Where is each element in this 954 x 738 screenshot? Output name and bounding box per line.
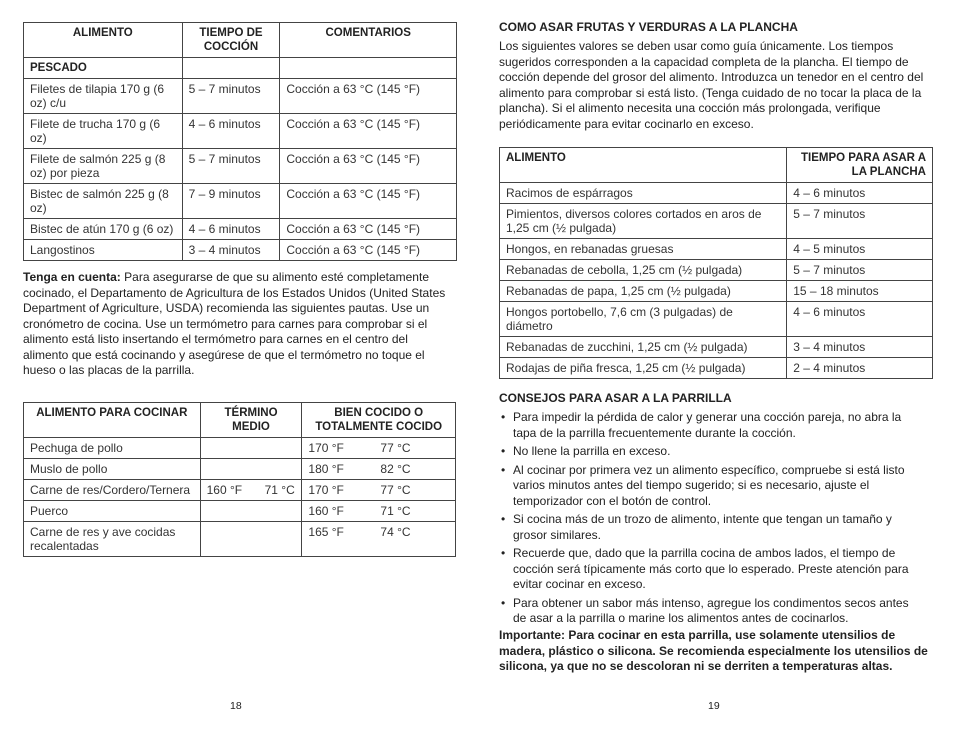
food-cell: Pechuga de pollo bbox=[24, 438, 201, 459]
tip-item: • No llene la parrilla en exceso. bbox=[499, 444, 921, 460]
well-done-temp-cell: 160 °F 71 °C bbox=[302, 501, 456, 522]
table-cell: 5 – 7 minutos bbox=[787, 204, 933, 239]
table-cell: 4 – 6 minutos bbox=[787, 302, 933, 337]
tips-list bbox=[499, 410, 921, 630]
table-cell: Rebanadas de cebolla, 1,25 cm (½ pulgada) bbox=[500, 260, 787, 281]
table-cell: Cocción a 63 °C (145 °F) bbox=[280, 149, 457, 184]
table-cell: Filete de salmón 225 g (8 oz) por pieza bbox=[24, 149, 183, 184]
table-cell: Bistec de salmón 225 g (8 oz) bbox=[24, 184, 183, 219]
column-header: ALIMENTO bbox=[24, 23, 183, 58]
table-cell: Rebanadas de papa, 1,25 cm (½ pulgada) bbox=[500, 281, 787, 302]
table-cell: 5 – 7 minutos bbox=[787, 260, 933, 281]
food-cell: Puerco bbox=[24, 501, 201, 522]
meat-temperature-table bbox=[23, 402, 456, 557]
tip-item: • Recuerde que, dado que la parrilla cocina de ambos lados, el tiempo de cocción será típicamente más corto que lo esperado. Preste atención para evitar cocinar en exceso. bbox=[499, 546, 921, 593]
food-cell: Muslo de pollo bbox=[24, 459, 201, 480]
table-cell: 4 – 6 minutos bbox=[787, 183, 933, 204]
table-cell: 4 – 6 minutos bbox=[182, 114, 280, 149]
veg-grilling-table bbox=[499, 147, 933, 379]
table-cell: Cocción a 63 °C (145 °F) bbox=[280, 79, 457, 114]
table-cell: Bistec de atún 170 g (6 oz) bbox=[24, 219, 183, 240]
medium-temp-cell bbox=[200, 459, 302, 480]
tip-item: • Al cocinar por primera vez un alimento específico, compruebe si está listo varios minutos antes del tiempo sugerido; si es necesario, ajuste el temporizador con el botón de control. bbox=[499, 463, 921, 510]
table-cell: Cocción a 63 °C (145 °F) bbox=[280, 240, 457, 261]
medium-temp-cell: 160 °F 71 °C bbox=[200, 480, 302, 501]
tip-item: • Para obtener un sabor más intenso, agregue los condimentos secos antes de asar a la parrilla o marine los alimentos antes de cocinarlos. bbox=[499, 596, 921, 627]
table-cell: Hongos portobello, 7,6 cm (3 pulgadas) de diámetro bbox=[500, 302, 787, 337]
column-header: ALIMENTO PARA COCINAR bbox=[24, 403, 201, 438]
tip-item: • Si cocina más de un trozo de alimento, intente que tengan un tamaño y grosor similares. bbox=[499, 512, 921, 543]
table-cell: Pimientos, diversos colores cortados en aros de 1,25 cm (½ pulgada) bbox=[500, 204, 787, 239]
table-cell: Cocción a 63 °C (145 °F) bbox=[280, 184, 457, 219]
note-label: Tenga en cuenta: bbox=[23, 270, 121, 284]
tips-heading: CONSEJOS PARA ASAR A LA PARRILLA bbox=[499, 391, 732, 405]
table-cell: Hongos, en rebanadas gruesas bbox=[500, 239, 787, 260]
medium-temp-cell bbox=[200, 501, 302, 522]
column-header: TÉRMINO MEDIO bbox=[200, 403, 302, 438]
important-note: Importante: Para cocinar en esta parrilla, use solamente utensilios de madera, plástico o silicona. Se recomienda especialmente los utensilios de silicona, ya que no se descoloran ni se derriten a temperaturas altas. bbox=[499, 628, 928, 673]
table-cell: Rebanadas de zucchini, 1,25 cm (½ pulgada) bbox=[500, 337, 787, 358]
table-cell: Filete de trucha 170 g (6 oz) bbox=[24, 114, 183, 149]
note-text: Para asegurarse de que su alimento esté completamente cocinado, el Departamento de Agricultura de los Estados Unidos (United States Department of Agriculture, USDA) recomienda las siguientes pautas. Use un cronómetro de cocina. Use un termómetro para carnes para comprobar si el alimento está listo insertando el termómetro para carnes en el centro del alimento que está cocinando y asegúrese de que el termómetro no toque el hueso o las placas de la parrilla. bbox=[23, 270, 446, 377]
food-cell: Carne de res/Cordero/Ternera bbox=[24, 480, 201, 501]
table-cell: 7 – 9 minutos bbox=[182, 184, 280, 219]
table-cell: Cocción a 63 °C (145 °F) bbox=[280, 114, 457, 149]
table-cell: 3 – 4 minutos bbox=[787, 337, 933, 358]
usda-note bbox=[23, 270, 453, 379]
table-cell: 5 – 7 minutos bbox=[182, 149, 280, 184]
table-cell: 15 – 18 minutos bbox=[787, 281, 933, 302]
table-cell: 2 – 4 minutos bbox=[787, 358, 933, 379]
tip-item: • Para impedir la pérdida de calor y generar una cocción pareja, no abra la tapa de la parrilla frecuentemente durante la cocción. bbox=[499, 410, 921, 441]
section-label: PESCADO bbox=[24, 58, 183, 79]
fish-cooking-table bbox=[23, 22, 457, 261]
column-header: BIEN COCIDO O TOTALMENTE COCIDO bbox=[302, 403, 456, 438]
page-number: 19 bbox=[708, 700, 720, 712]
column-header: COMENTARIOS bbox=[280, 23, 457, 58]
table-cell: Cocción a 63 °C (145 °F) bbox=[280, 219, 457, 240]
well-done-temp-cell: 180 °F 82 °C bbox=[302, 459, 456, 480]
table-cell: 5 – 7 minutos bbox=[182, 79, 280, 114]
table-cell: Rodajas de piña fresca, 1,25 cm (½ pulgada) bbox=[500, 358, 787, 379]
veg-intro: Los siguientes valores se deben usar como guía únicamente. Los tiempos sugeridos corresponden a la capacidad completa de la plancha. El tiempo de cocción depende del grosor del alimento. Introduzca un tenedor en el centro del alimento para comprobar si está listo. (Tenga cuidado de no tocar la placa de la plancha). Si el alimento necesita una cocción más prolongada, verifique periódicamente para evitar cocinarlo en exceso. bbox=[499, 39, 924, 131]
food-cell: Carne de res y ave cocidas recalentadas bbox=[24, 522, 201, 557]
table-cell: 4 – 6 minutos bbox=[182, 219, 280, 240]
column-header: TIEMPO PARA ASAR A LA PLANCHA bbox=[787, 148, 933, 183]
medium-temp-cell bbox=[200, 522, 302, 557]
column-header: TIEMPO DE COCCIÓN bbox=[182, 23, 280, 58]
medium-temp-cell bbox=[200, 438, 302, 459]
table-cell: Filetes de tilapia 170 g (6 oz) c/u bbox=[24, 79, 183, 114]
table-cell: 4 – 5 minutos bbox=[787, 239, 933, 260]
well-done-temp-cell: 170 °F 77 °C bbox=[302, 480, 456, 501]
well-done-temp-cell: 170 °F 77 °C bbox=[302, 438, 456, 459]
column-header: ALIMENTO bbox=[500, 148, 787, 183]
well-done-temp-cell: 165 °F 74 °C bbox=[302, 522, 456, 557]
page-number: 18 bbox=[230, 700, 242, 712]
table-cell: Racimos de espárragos bbox=[500, 183, 787, 204]
table-cell: 3 – 4 minutos bbox=[182, 240, 280, 261]
veg-heading: COMO ASAR FRUTAS Y VERDURAS A LA PLANCHA bbox=[499, 20, 798, 34]
table-cell: Langostinos bbox=[24, 240, 183, 261]
